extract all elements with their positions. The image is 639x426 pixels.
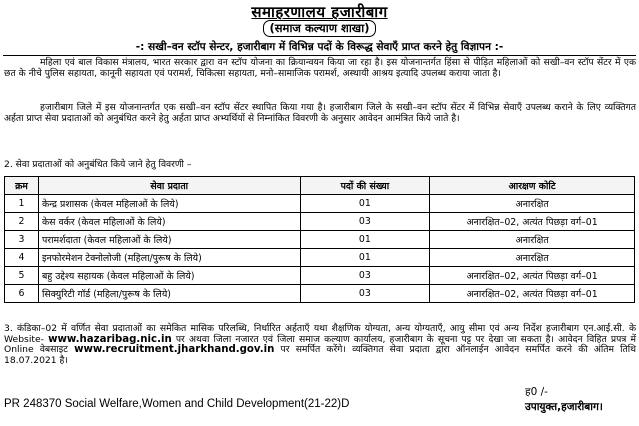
heading-divider xyxy=(3,55,636,56)
table-row xyxy=(5,213,635,231)
row-role: केन्द्र प्रशासक (केवल महिलाओं के लिये) xyxy=(38,195,300,213)
row-role: केस वर्कर (केवल महिलाओं के लिये) xyxy=(38,213,300,231)
header-serial: क्रम xyxy=(5,177,39,195)
row-posts: 01 xyxy=(300,195,430,213)
row-reservation: अनारक्षित xyxy=(430,249,635,267)
signature-mark: ह0 /- xyxy=(525,386,548,398)
point-3-paragraph xyxy=(4,324,636,366)
point-2-heading: 2. सेवा प्रदाताओं को अनुबंधित किये जाने हेतु विवरणी – xyxy=(4,159,192,170)
row-role: परामर्शदाता (केवल महिलाओं के लिये) xyxy=(38,231,300,249)
row-reservation: अनारक्षित xyxy=(430,195,635,213)
table-row xyxy=(5,195,635,213)
table-header-row xyxy=(5,177,635,195)
table-row xyxy=(5,231,635,249)
intro-paragraph-1: महिला एवं बाल विकास मंत्रालय, भारत सरकार द्वारा वन स्टॉप योजना का क्रियान्वयन किया जा रहा है। इस योजनान्तर्गत हिंसा से पीड़ित महिलाओं को सखी–वन स्टॉप सेंटर में एक छत के नीचे पुलिस सहायता, कानूनी सहायता एवं परामर्श, चिकित्सा सहायता, मनो–सामाजिक परामर्श, अस्थायी आश्रय इत्यादि उपलब्ध कराया जाता है। xyxy=(4,57,636,79)
header-post-count: पदों की संख्या xyxy=(300,177,430,195)
row-reservation: अनारक्षित xyxy=(430,231,635,249)
intro-paragraph-2: हजारीबाग जिले में इस योजनान्तर्गत एक सखी–वन स्टॉप सेंटर स्थापित किया गया है। हजारीबाग जिले के सखी–वन स्टॉप सेंटर में विभिन्न सेवाएँ उपलब्ध कराने के लिए व्यक्तिगत अर्हता प्राप्त सेवा प्रदाताओं को अनुबंधित करने हेतु अर्हता प्राप्त अभ्यर्थियों से निम्नांकित विवरणी के अनुसार आवेदन आमंत्रित किये जाते है। xyxy=(4,102,636,124)
header-reservation: आरक्षण कोटि xyxy=(430,177,635,195)
header-service-provider: सेवा प्रदाता xyxy=(38,177,300,195)
point-3-text-3: पर समर्पित करेंगे। व्यक्तिगत सेवा प्रदाता द्वारा ऑनलाईन आवेदन समर्पित करने की अंतिम तिथि 18.07.2021 है। xyxy=(4,344,637,366)
row-serial: 3 xyxy=(5,231,39,249)
row-reservation: अनारक्षित–02, अत्यंत पिछड़ा वर्ग–01 xyxy=(430,285,635,303)
point-3-text-1: 3. कंडिका–02 में वर्णित सेवा प्रदाताओं का समेकित मासिक परिलब्धि, निर्धारित अर्हताएँ यथा शैक्षणिक योग्यता, अन्य योग्यताएँ, आयु सीमा एवं अन्य निर्देश हजारीबाग एन.आई.सी. के Website- xyxy=(4,323,636,345)
row-posts: 03 xyxy=(300,213,430,231)
department-label: (समाज कल्याण शाखा) xyxy=(263,20,377,37)
row-posts: 03 xyxy=(300,285,430,303)
recruitment-website-link[interactable]: www.recruitment.jharkhand.gov.in xyxy=(74,344,275,356)
service-provider-table xyxy=(4,176,635,303)
press-release-number: PR 248370 Social Welfare,Women and Child Development(21-22)D xyxy=(4,398,350,410)
table-row xyxy=(5,249,635,267)
row-reservation: अनारक्षित–02, अत्यंत पिछड़ा वर्ग–01 xyxy=(430,213,635,231)
advertisement-heading: -: सखी–वन स्टॉप सेन्टर, हजारीबाग में विभिन्न पदों के विरूद्ध सेवाएँ प्राप्त करने हेतु विज्ञापन :- xyxy=(135,41,504,53)
row-posts: 01 xyxy=(300,249,430,267)
row-role: सिक्युरिटी गॉर्ड (महिला/पुरूष के लिये) xyxy=(38,285,300,303)
row-serial: 5 xyxy=(5,267,39,285)
point-3-text-2: पर अथवा जिला नजारत एवं जिला समाज कल्याण कार्यालय, हजारीबाग के सूचना पट्ट पर देखा जा सकता है। आवेदन विहित प्रपत्र में Online वेबसाइट xyxy=(4,333,636,356)
row-serial: 4 xyxy=(5,249,39,267)
signatory-designation: उपायुक्त,हजारीबाग। xyxy=(525,401,603,413)
row-serial: 1 xyxy=(5,195,39,213)
nic-website-link[interactable]: www.hazaribag.nic.in xyxy=(48,333,172,345)
row-serial: 2 xyxy=(5,213,39,231)
row-posts: 03 xyxy=(300,267,430,285)
row-role: बहु उद्देश्य सहायक (केवल महिलाओं के लिये) xyxy=(38,267,300,285)
department-subtitle xyxy=(0,20,639,37)
row-posts: 01 xyxy=(300,231,430,249)
row-serial: 6 xyxy=(5,285,39,303)
row-role: इनफोरमेशन टेक्नोलोजी (महिला/पुरूष के लिये) xyxy=(38,249,300,267)
row-reservation: अनारक्षित–02, अत्यंत पिछड़ा वर्ग–01 xyxy=(430,267,635,285)
table-row xyxy=(5,285,635,303)
office-title: समाहरणालय हजारीबाग xyxy=(251,3,388,21)
table-row xyxy=(5,267,635,285)
